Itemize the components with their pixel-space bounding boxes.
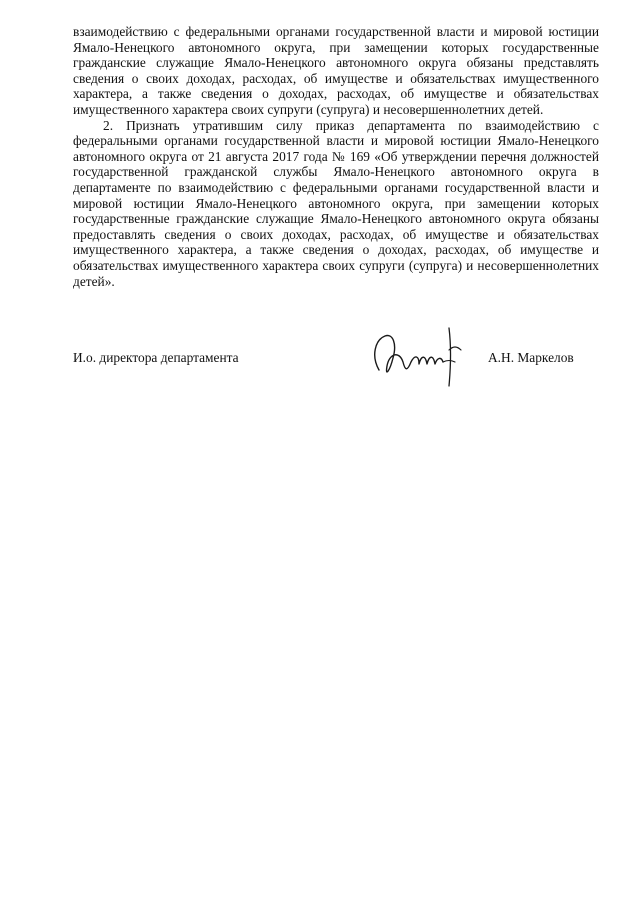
signature-block	[73, 340, 599, 390]
signatory-position: И.о. директора департамента	[73, 350, 239, 365]
signatory-name: А.Н. Маркелов	[488, 350, 574, 365]
paragraph-continuation: взаимодействию с федеральными органами государственной власти и мировой юстиции Ямало-Ненецкого автономного округа, при замещении которых государственные гражданские служащие Ямало-Ненецкого автономного округа обязаны представлять сведения о своих доходах, расходах, об имуществе и обязательствах имущественного характера, а также сведения о доходах, расходах, об имуществе и обязательствах имущественного характера своих супруги (супруга) и несовершеннолетних детей.	[73, 24, 599, 117]
paragraph-2: 2. Признать утратившим силу приказ департамента по взаимодействию с федеральными органами государственной власти и мировой юстиции Ямало-Ненецкого автономного округа от 21 августа 2017 года № 169 «Об утверждении перечня должностей государственной гражданской службы Ямало-Ненецкого автономного округа в департаменте по взаимодействию с федеральными органами государственной власти и мировой юстиции Ямало-Ненецкого автономного округа, при замещении которых государственные гражданские служащие Ямало-Ненецкого автономного округа обязаны предоставлять сведения о своих доходах, расходах, об имуществе и обязательствах имущественного характера, а также сведения о доходах, расходах, об имуществе и обязательствах имущественного характера своих супруги (супруга) и несовершеннолетних детей».	[73, 117, 599, 289]
handwritten-signature-icon	[365, 320, 475, 390]
document-body	[73, 24, 599, 289]
